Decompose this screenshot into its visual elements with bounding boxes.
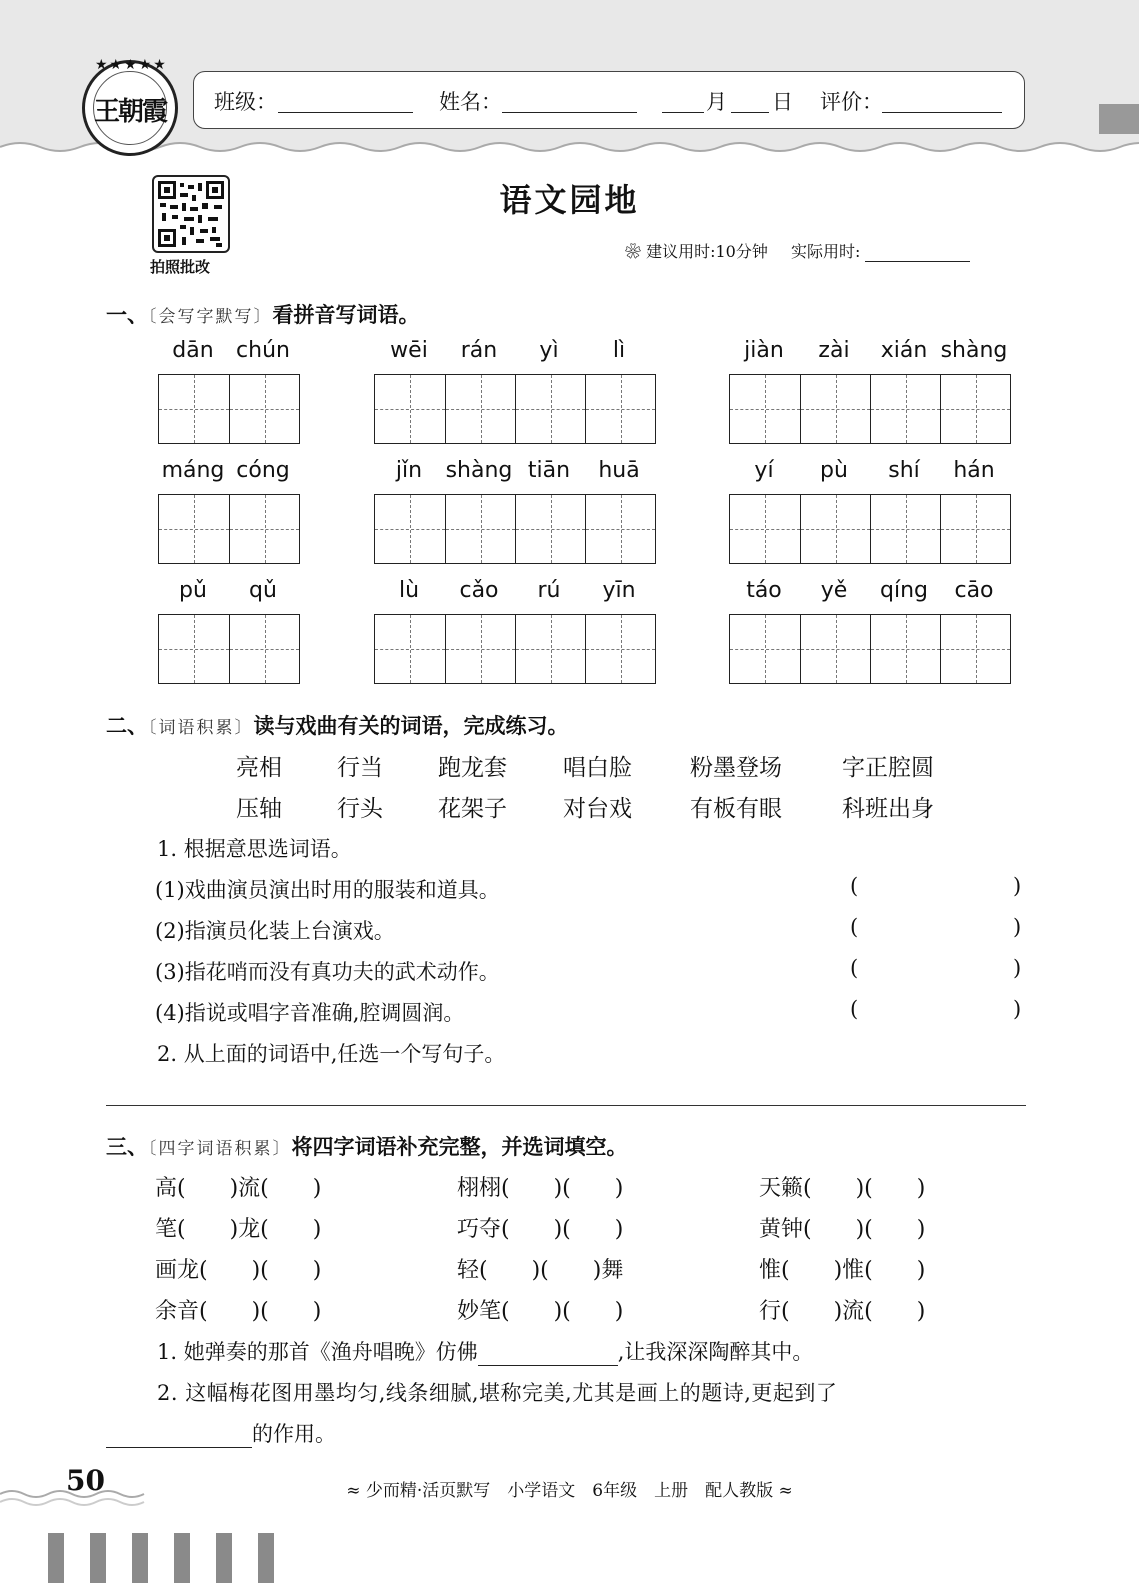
pinyin-syllable: yì xyxy=(539,338,559,363)
character-cell[interactable] xyxy=(585,495,655,563)
character-cell[interactable] xyxy=(229,495,299,563)
opera-word: 行头 xyxy=(337,796,383,822)
section2-instruction: 读与戏曲有关的词语，完成练习。 xyxy=(253,714,569,738)
suggested-time: 建议用时:10分钟 xyxy=(646,242,768,261)
definition-item: (4)指说或唱字音准确,腔调圆润。 xyxy=(155,1001,465,1025)
eval-field[interactable] xyxy=(882,92,1002,113)
pinyin-syllable: chún xyxy=(236,338,290,363)
section1-number: 一、 xyxy=(106,303,148,327)
opera-word: 跑龙套 xyxy=(438,755,507,781)
opera-word: 科班出身 xyxy=(842,796,934,822)
fill-blank-2[interactable] xyxy=(106,1427,252,1448)
character-cell[interactable] xyxy=(159,495,229,563)
idiom-item[interactable]: 黄钟( )( ) xyxy=(759,1217,926,1242)
footer-bars xyxy=(48,1533,300,1587)
writing-grid xyxy=(374,374,656,444)
pinyin-syllable: shí xyxy=(888,458,920,483)
writing-grid xyxy=(158,614,300,684)
answer-blank[interactable] xyxy=(866,997,1012,1023)
writing-grid xyxy=(374,614,656,684)
fill-sentence-2-end: 的作用。 xyxy=(252,1422,336,1446)
writing-grid xyxy=(374,494,656,564)
month-field[interactable] xyxy=(662,92,704,113)
idiom-item[interactable]: 余音( )( ) xyxy=(155,1299,322,1324)
opera-word: 唱白脸 xyxy=(563,755,632,781)
idiom-item[interactable]: 笔( )龙( ) xyxy=(155,1217,322,1242)
class-field[interactable] xyxy=(278,92,413,113)
answer-paren-close: ) xyxy=(1013,956,1022,980)
pinyin-syllable: rán xyxy=(460,338,498,363)
section1-instruction: 看拼音写词语。 xyxy=(272,303,420,327)
student-info-box xyxy=(193,71,1025,129)
header-wave-border xyxy=(0,135,1139,165)
idiom-item[interactable]: 轻( )( )舞 xyxy=(457,1258,624,1283)
character-cell[interactable] xyxy=(870,615,940,683)
section1-heading xyxy=(106,299,420,329)
character-cell[interactable] xyxy=(375,615,445,683)
idiom-item[interactable]: 行( )流( ) xyxy=(759,1299,926,1324)
idiom-item[interactable]: 妙笔( )( ) xyxy=(457,1299,624,1324)
pinyin-syllable: pǔ xyxy=(179,578,207,603)
opera-word: 粉墨登场 xyxy=(690,755,782,781)
answer-paren-close: ) xyxy=(1013,874,1022,898)
answer-blank[interactable] xyxy=(866,874,1012,900)
pinyin-syllable: lù xyxy=(398,578,420,603)
pinyin-syllable: shàng xyxy=(940,338,1008,363)
character-cell[interactable] xyxy=(585,615,655,683)
character-cell[interactable] xyxy=(940,495,1010,563)
fill-blank-1[interactable] xyxy=(478,1345,618,1366)
eval-label: 评价： xyxy=(820,90,883,114)
pinyin-syllable: qǔ xyxy=(249,578,277,603)
section3-heading xyxy=(106,1131,628,1161)
section2-tag: 〔词语积累〕 xyxy=(148,718,254,738)
star-icon: ★★★★★ xyxy=(95,57,168,73)
character-cell[interactable] xyxy=(940,375,1010,443)
pinyin-syllable: dān xyxy=(172,338,214,363)
flower-icon: ❀ xyxy=(625,242,642,261)
pinyin-syllable: cóng xyxy=(236,458,290,483)
character-cell[interactable] xyxy=(375,495,445,563)
section2-heading xyxy=(106,710,569,740)
pinyin-syllable: táo xyxy=(746,578,782,603)
actual-time-field[interactable] xyxy=(865,245,970,262)
character-cell[interactable] xyxy=(515,615,585,683)
writing-grid xyxy=(729,614,1011,684)
opera-word: 对台戏 xyxy=(563,796,632,822)
character-cell[interactable] xyxy=(515,495,585,563)
definition-item: (2)指演员化装上台演戏。 xyxy=(155,919,395,943)
footer-text: ≈ 少而精·活页默写 小学语文 6年级 上册 配人教版 ≈ xyxy=(346,1481,793,1501)
answer-paren-open: ( xyxy=(850,997,859,1021)
fill-sentence-1-start: 1. 她弹奏的那首《渔舟唱晚》仿佛 xyxy=(157,1340,478,1364)
fill-sentence-2: 2. 这幅梅花图用墨均匀,线条细腻,堪称完美,尤其是画上的题诗,更起到了 xyxy=(157,1381,838,1405)
character-cell[interactable] xyxy=(445,615,515,683)
opera-word: 压轴 xyxy=(236,796,282,822)
pinyin-syllable: yīn xyxy=(602,578,636,603)
answer-paren-open: ( xyxy=(850,956,859,980)
idiom-item[interactable]: 画龙( )( ) xyxy=(155,1258,322,1283)
character-cell[interactable] xyxy=(159,615,229,683)
character-cell[interactable] xyxy=(229,615,299,683)
pinyin-syllable: cǎo xyxy=(459,578,499,603)
character-cell[interactable] xyxy=(375,375,445,443)
pinyin-syllable: rú xyxy=(537,578,561,603)
name-field[interactable] xyxy=(502,92,637,113)
pinyin-syllable: yí xyxy=(754,458,774,483)
pinyin-syllable: máng xyxy=(161,458,225,483)
character-cell[interactable] xyxy=(515,375,585,443)
idiom-item[interactable]: 巧夺( )( ) xyxy=(457,1217,624,1242)
character-cell[interactable] xyxy=(445,495,515,563)
pinyin-syllable: hán xyxy=(953,458,995,483)
definition-item: (3)指花哨而没有真功夫的武术动作。 xyxy=(155,960,500,984)
answer-paren-open: ( xyxy=(850,874,859,898)
writing-grid xyxy=(158,494,300,564)
section3-number: 三、 xyxy=(106,1135,148,1159)
page-title: 语文园地 xyxy=(499,181,640,219)
pinyin-syllable: pù xyxy=(820,458,848,483)
writing-grid xyxy=(729,494,1011,564)
pinyin-syllable: xián xyxy=(880,338,928,363)
section3-instruction: 将四字词语补充完整，并选词填空。 xyxy=(291,1135,628,1159)
pinyin-syllable: shàng xyxy=(445,458,513,483)
time-info xyxy=(625,239,970,262)
month-label: 月 xyxy=(706,90,727,114)
opera-word: 字正腔圆 xyxy=(842,755,934,781)
fill-sentence-2-cont xyxy=(106,1418,336,1448)
pinyin-syllable: cāo xyxy=(954,578,994,603)
pinyin-syllable: huā xyxy=(598,458,640,483)
day-label: 日 xyxy=(772,90,793,114)
answer-blank[interactable] xyxy=(866,956,1012,982)
pinyin-syllable: lì xyxy=(612,338,626,363)
opera-word: 花架子 xyxy=(438,796,507,822)
writing-grid xyxy=(729,374,1011,444)
character-cell[interactable] xyxy=(870,495,940,563)
character-cell[interactable] xyxy=(159,375,229,443)
idiom-item[interactable]: 天籁( )( ) xyxy=(759,1176,926,1201)
sentence-writing-line[interactable] xyxy=(106,1105,1026,1106)
character-cell[interactable] xyxy=(940,615,1010,683)
actual-time-label: 实际用时: xyxy=(790,242,861,261)
pinyin-syllable: yě xyxy=(820,578,848,603)
logo-text: 王朝霞 xyxy=(93,97,166,127)
day-field[interactable] xyxy=(731,92,769,113)
character-cell[interactable] xyxy=(800,375,870,443)
character-cell[interactable] xyxy=(585,375,655,443)
fill-sentence-1-end: ,让我深深陶醉其中。 xyxy=(617,1340,814,1364)
answer-paren-close: ) xyxy=(1013,915,1022,939)
character-cell[interactable] xyxy=(730,495,800,563)
answer-paren-open: ( xyxy=(850,915,859,939)
definition-item: (1)戏曲演员演出时用的服装和道具。 xyxy=(155,878,500,902)
character-cell[interactable] xyxy=(730,615,800,683)
page-number: 50 xyxy=(66,1464,105,1497)
answer-paren-close: ) xyxy=(1013,997,1022,1021)
idiom-item[interactable]: 惟( )惟( ) xyxy=(759,1258,926,1283)
section2-q1: 1. 根据意思选词语。 xyxy=(157,837,352,861)
pinyin-syllable: jǐn xyxy=(395,458,423,483)
pinyin-syllable: tiān xyxy=(527,458,571,483)
page-tab-marker xyxy=(1099,104,1139,134)
character-cell[interactable] xyxy=(800,615,870,683)
character-cell[interactable] xyxy=(730,375,800,443)
writing-grid xyxy=(158,374,300,444)
pinyin-syllable: zài xyxy=(818,338,850,363)
opera-word: 行当 xyxy=(337,755,383,781)
pinyin-syllable: qíng xyxy=(880,578,928,603)
brand-logo xyxy=(82,57,178,156)
section2-number: 二、 xyxy=(106,714,148,738)
section3-tag: 〔四字词语积累〕 xyxy=(148,1139,292,1159)
character-cell[interactable] xyxy=(800,495,870,563)
idiom-item[interactable]: 栩栩( )( ) xyxy=(457,1176,624,1201)
section2-q2: 2. 从上面的词语中,任选一个写句子。 xyxy=(157,1042,506,1066)
pinyin-syllable: jiàn xyxy=(744,338,784,363)
fill-sentence-1 xyxy=(157,1336,813,1366)
class-label: 班级： xyxy=(214,90,277,114)
answer-blank[interactable] xyxy=(866,915,1012,941)
pinyin-syllable: wēi xyxy=(390,338,428,363)
character-cell[interactable] xyxy=(229,375,299,443)
opera-word: 有板有眼 xyxy=(690,796,782,822)
opera-word: 亮相 xyxy=(236,755,282,781)
idiom-item[interactable]: 高( )流( ) xyxy=(155,1176,322,1201)
name-label: 姓名： xyxy=(439,90,502,114)
qr-label: 拍照批改 xyxy=(150,258,211,276)
character-cell[interactable] xyxy=(445,375,515,443)
section1-tag: 〔会写字默写〕 xyxy=(148,307,273,327)
character-cell[interactable] xyxy=(870,375,940,443)
